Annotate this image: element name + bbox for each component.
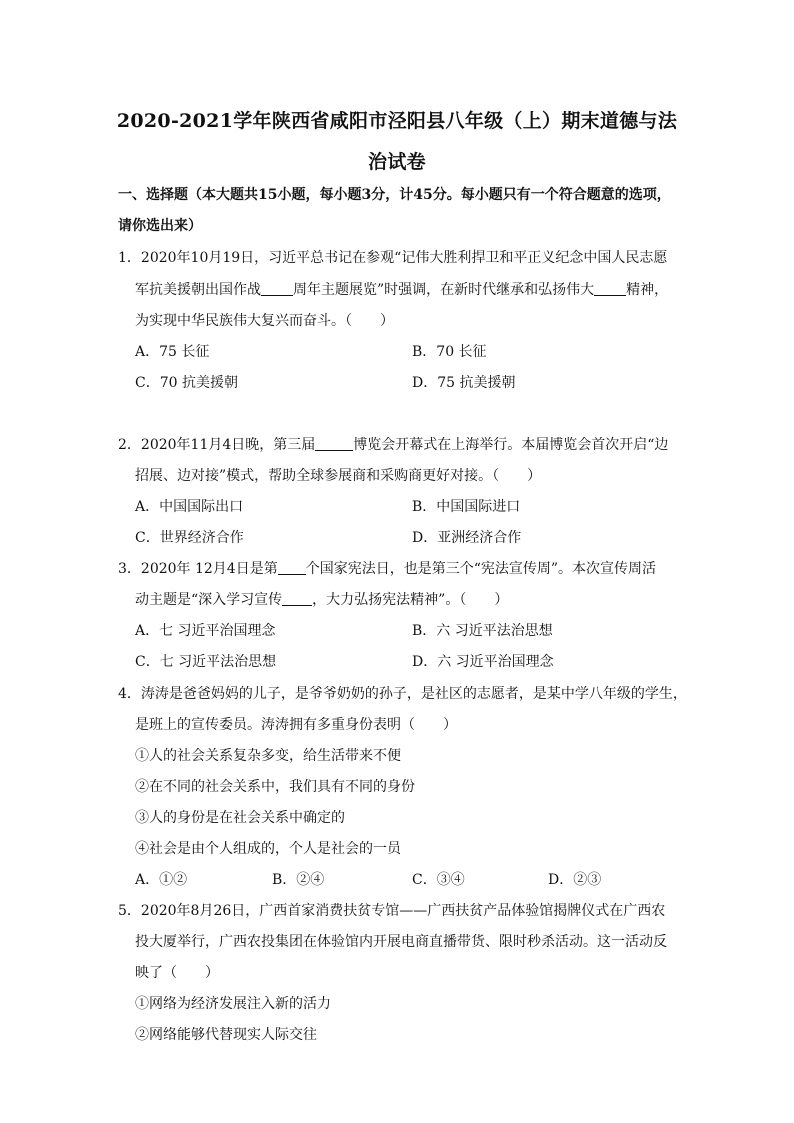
q5-statement-2: ②网络能够代替现实人际交往 (135, 1027, 317, 1043)
q3-option-c[interactable]: C．七 习近平法治思想 (135, 654, 277, 670)
q4-line2: 是班上的宣传委员。涛涛拥有多重身份表明（ ） (135, 717, 457, 733)
q3-blank-1 (278, 560, 306, 575)
q1-blank-2 (594, 281, 626, 296)
q1-option-c[interactable]: C．70 抗美援朝 (135, 375, 238, 391)
q3-text-c: 动主题是“深入学习宣传 (135, 592, 283, 608)
q1-line1: 1．2020年10月19日，习近平总书记在参观“记伟大胜利捍卫和平正义纪念中国人民志愿 (118, 250, 668, 266)
q4-option-b[interactable]: B．②④ (272, 872, 325, 888)
q1-text-a: 军抗美援朝出国作战 (135, 282, 261, 298)
q2-option-c[interactable]: C．世界经济合作 (135, 530, 244, 546)
q3-blank-2 (282, 591, 312, 606)
q2-text-a: 2．2020年11月4日晚，第三届 (118, 437, 316, 453)
q4-line1: 4．涛涛是爸爸妈妈的儿子，是爷爷奶奶的孙子，是社区的志愿者，是某中学八年级的学生， (118, 686, 687, 702)
q4-statement-1: ①人的社会关系复杂多变，给生活带来不便 (135, 748, 401, 764)
q4-statement-4: ④社会是由个人组成的，个人是社会的一员 (135, 841, 401, 857)
q3-text-d: ，大力弘扬宪法精神”。（ ） (312, 592, 509, 608)
q1-text-c: 精神， (626, 282, 669, 298)
q2-option-d[interactable]: D．亚洲经济合作 (412, 530, 522, 546)
q4-option-a[interactable]: A．①② (135, 872, 188, 888)
q2-option-a[interactable]: A．中国国际出口 (135, 499, 244, 515)
q3-line1 (118, 560, 656, 578)
section-heading: 一、选择题（本大题共15小题，每小题3分，计45分。每小题只有一个符合题意的选项， (118, 187, 671, 203)
q4-statement-3: ③人的身份是在社会关系中确定的 (135, 810, 345, 826)
q3-option-b[interactable]: B．六 习近平法治思想 (412, 623, 553, 639)
q3-text-b: 个国家宪法日，也是第三个“宪法宣传周”。本次宣传周活 (305, 561, 657, 577)
q1-option-b[interactable]: B．70 长征 (412, 344, 487, 360)
q5-line3: 映了（ ） (135, 965, 219, 981)
exam-title-line1: 2020-2021学年陕西省咸阳市泾阳县八年级（上）期末道德与法 (116, 110, 678, 132)
q4-statement-2: ②在不同的社会关系中，我们具有不同的身份 (135, 779, 415, 795)
q2-option-b[interactable]: B．中国国际进口 (412, 499, 521, 515)
q3-text-a: 3．2020年 12月4日是第 (118, 561, 278, 577)
q3-option-d[interactable]: D．六 习近平治国理念 (412, 654, 554, 670)
q2-line2: 招展、边对接”模式，帮助全球参展商和采购商更好对接。（ ） (135, 468, 542, 484)
q1-blank-1 (261, 281, 293, 296)
q2-blank (315, 436, 353, 451)
q3-option-a[interactable]: A．七 习近平治国理念 (135, 623, 276, 639)
section-heading-cont: 请你选出来） (118, 218, 202, 234)
q2-text-b: 博览会开幕式在上海举行。本届博览会首次开启“边 (353, 437, 669, 453)
q5-statement-1: ①网络为经济发展注入新的活力 (135, 996, 331, 1012)
q3-line2 (135, 591, 508, 609)
q1-option-a[interactable]: A．75 长征 (135, 344, 210, 360)
q5-line1: 5．2020年8月26日，广西首家消费扶贫专馆——广西扶贫产品体验馆揭牌仪式在广西农 (118, 903, 666, 919)
q1-line2 (135, 281, 668, 299)
q4-option-c[interactable]: C．③④ (412, 872, 465, 888)
q4-option-d[interactable]: D．②③ (548, 872, 602, 888)
q2-line1 (118, 436, 668, 454)
exam-title-line2: 治试卷 (368, 151, 426, 173)
q1-line3: 为实现中华民族伟大复兴而奋斗。（ ） (135, 313, 394, 329)
q1-option-d[interactable]: D．75 抗美援朝 (412, 375, 516, 391)
q5-line2: 投大厦举行，广西农投集团在体验馆内开展电商直播带货、限时秒杀活动。这一活动反 (135, 934, 667, 950)
q1-text-b: 周年主题展览”时强调，在新时代继承和弘扬伟大 (293, 282, 595, 298)
